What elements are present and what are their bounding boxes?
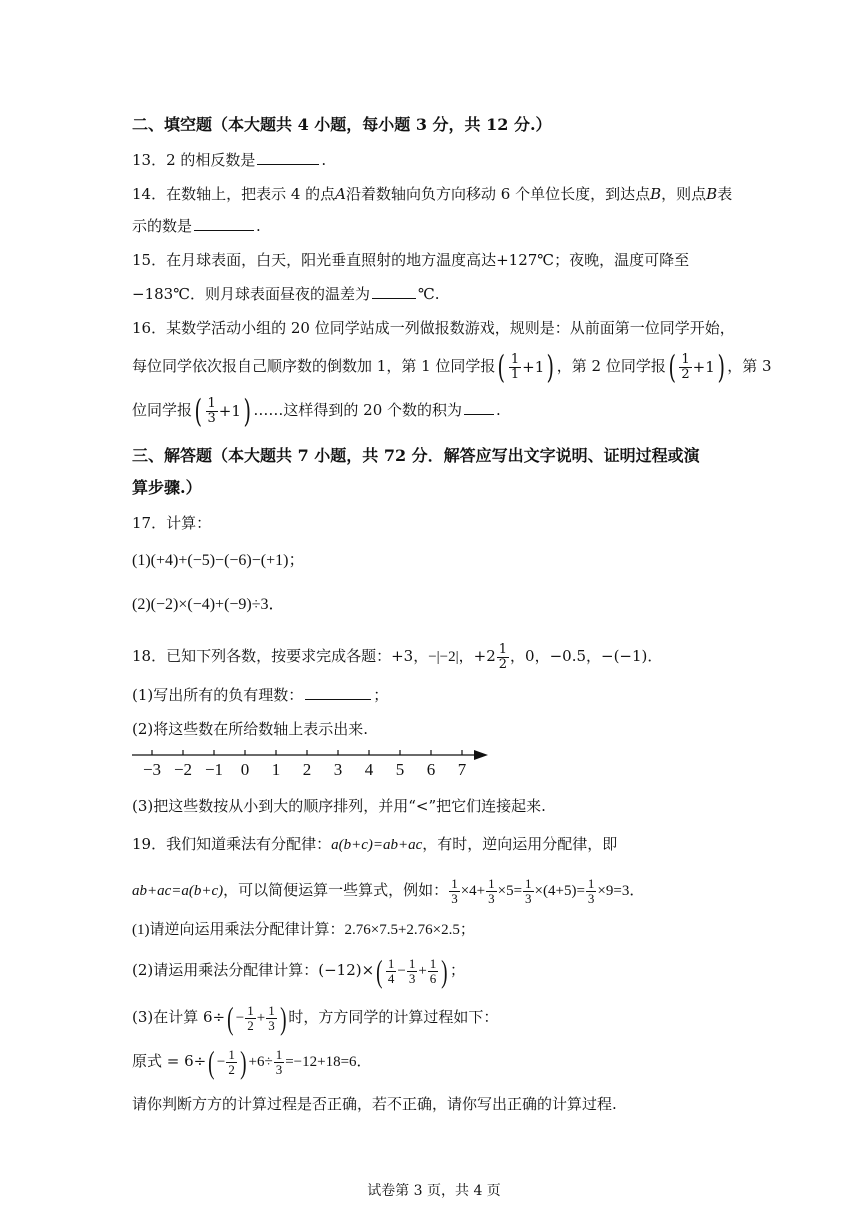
- q16-plus-one-3: +1: [218, 402, 241, 420]
- q19-ex-part-1: ×4+: [460, 883, 486, 899]
- question-14-line-1: [132, 184, 732, 204]
- question-16-line-2: 每位同学依次报自己顺序数的倒数加 1，第 1 位同学报 ( $\frac{1}{1}$ +1 ) ，第 2 位同学报 ( $\frac{1}{2}$ +1 ) ，第 3: [132, 348, 772, 386]
- q14-answer-blank[interactable]: [194, 216, 254, 231]
- q14-text-3: ，则点: [661, 185, 707, 203]
- q16-frac3-den: 3: [207, 410, 216, 426]
- q19-part-3-text-2: 时，方方同学的计算过程如下：: [288, 1008, 499, 1026]
- axis-label: 6: [426, 760, 436, 779]
- q19-part-4-text-1: 原式 = 6÷: [132, 1052, 207, 1070]
- q19-p4-frac1-num: 1: [228, 1046, 235, 1062]
- q14-period: .: [256, 217, 261, 235]
- q16-frac1-den: 1: [510, 366, 520, 382]
- q16-text-4: 位同学报: [132, 401, 193, 419]
- question-18-line-1: [132, 636, 662, 677]
- axis-label: 2: [302, 760, 312, 779]
- q16-frac2-den: 2: [681, 366, 690, 382]
- q16-plus-one-1: +1: [522, 358, 545, 376]
- q17-part-1: (1)(+4)+(−5)−(−6)−(+1)；: [132, 552, 305, 569]
- question-13: [132, 150, 326, 170]
- q18-mixed-den: 2: [498, 656, 508, 672]
- q19-ex-frac-den-3: 3: [525, 891, 532, 907]
- axis-label: 0: [240, 760, 250, 779]
- q18-answer-blank[interactable]: [305, 685, 371, 700]
- q19-p3-frac1-num: 1: [247, 1002, 254, 1018]
- q14-text-5: 示的数是: [132, 217, 193, 235]
- q16-frac1-num: 1: [510, 351, 520, 367]
- q17-title: 17．计算：: [132, 514, 212, 532]
- question-19-line-2: [132, 870, 644, 911]
- axis-label: 4: [364, 760, 374, 779]
- q19-text-3: ，可以简便运算一些算式，例如：: [223, 881, 449, 899]
- q18-text-1: 18．已知下列各数，按要求完成各题：+3，: [132, 647, 429, 665]
- q19-p4-frac2-num: 1: [275, 1046, 283, 1062]
- q19-ex-frac-den-2: 3: [488, 891, 495, 907]
- q19-p3-frac2-den: 3: [268, 1017, 275, 1033]
- axis-label: 5: [395, 760, 405, 779]
- q13-answer-blank[interactable]: [257, 150, 319, 165]
- q14-point-b-2: B: [706, 185, 718, 203]
- q19-ex-frac-num-4: 1: [587, 876, 595, 892]
- q14-text-4: 表: [717, 185, 733, 203]
- question-15-line-2: [132, 284, 440, 304]
- question-14-line-2: [132, 216, 261, 236]
- q18-text-2: ，+2: [458, 647, 496, 665]
- q19-distributive-law: a(b+c)=ab+ac: [331, 837, 423, 853]
- section-2-title: 二、填空题（本大题共 4 小题，每小题 3 分，共 12 分.）: [132, 115, 552, 134]
- q18-text-3: ，0，−0.5，−(−1)．: [510, 647, 663, 665]
- axis-arrow-icon: [474, 750, 488, 760]
- q19-ex-part-2: ×5=: [497, 883, 523, 899]
- q19-reverse-law: ab+ac=a(b+c): [132, 883, 224, 899]
- q19-p4-frac2-den: 3: [275, 1061, 283, 1077]
- q19-part-4: 原式 = 6÷ ( − $\frac{1}{2}$ ) +6÷ $\frac{1}{3}$ =−12+18=6．: [132, 1044, 372, 1080]
- q19-text-2: ，有时，逆向运用分配律，即: [422, 835, 618, 853]
- q16-frac3-num: 1: [207, 395, 216, 411]
- q18-semicolon: ；: [373, 686, 389, 704]
- q19-p2-frac2-num: 1: [408, 955, 416, 971]
- q15-unit: ℃.: [417, 285, 440, 303]
- section-3-title-line-1: 三、解答题（本大题共 7 小题，共 72 分．解答应写出文字说明、证明过程或演: [132, 446, 700, 465]
- q19-ex-frac-num-3: 1: [525, 876, 532, 892]
- q16-text-1: 每位同学依次报自己顺序数的倒数加 1，第 1 位同学报: [132, 357, 496, 375]
- q16-frac2-num: 1: [681, 351, 690, 367]
- q16-answer-blank[interactable]: [464, 400, 494, 415]
- q13-period: .: [321, 151, 327, 169]
- axis-label: 3: [333, 760, 343, 779]
- section-3-title-line-2: 算步骤.）: [132, 478, 202, 497]
- q16-period: .: [496, 401, 501, 419]
- q14-text-1: 14．在数轴上，把表示 4 的点: [132, 185, 336, 203]
- q19-p2-frac1-num: 1: [387, 955, 395, 971]
- q14-point-b: B: [650, 185, 662, 203]
- q19-ex-frac-num-2: 1: [488, 876, 495, 892]
- q17-part-2: (2)(−2)×(−4)+(−9)÷3．: [132, 596, 285, 613]
- q19-part-2: (2)请运用乘法分配律计算：(−12)× ( $\frac{1}{4}$ − $\frac{1}{3}$ + $\frac{1}{6}$ ) ；: [132, 953, 465, 989]
- q19-p2-frac3-den: 6: [429, 970, 437, 986]
- q19-ex-frac-num-1: 1: [451, 876, 458, 892]
- axis-label: 7: [457, 760, 467, 779]
- q13-text: 13．2 的相反数是: [132, 151, 256, 169]
- q19-p4-frac1-den: 2: [228, 1061, 235, 1077]
- q19-part-4-text-2: +6÷: [248, 1054, 273, 1070]
- q16-text-2: ，第 2 位同学报: [556, 357, 666, 375]
- q19-p2-semicolon: ；: [449, 961, 465, 979]
- q19-part-2-text: (2)请运用乘法分配律计算：(−12)×: [132, 961, 375, 979]
- q19-part-3-text-1: (3)在计算 6÷: [132, 1008, 226, 1026]
- axis-label: −2: [173, 760, 193, 779]
- q15-text: −183℃．则月球表面昼夜的温差为: [132, 285, 370, 303]
- q19-p2-frac3-num: 1: [429, 955, 437, 971]
- q19-p3-frac1-den: 2: [247, 1017, 254, 1033]
- question-19-line-1: [132, 834, 617, 855]
- q19-part-1: (1)请逆向运用乘法分配律计算：2.76×7.5+2.76×2.5；: [132, 922, 475, 938]
- q19-p3-frac2-num: 1: [268, 1002, 275, 1018]
- number-axis: [130, 745, 500, 781]
- axis-label: −3: [142, 760, 162, 779]
- q14-point-a: A: [335, 185, 347, 203]
- q19-p2-frac2-den: 3: [408, 970, 416, 986]
- q16-text-5: ……这样得到的 20 个数的积为: [253, 401, 463, 419]
- axis-label: 1: [271, 760, 281, 779]
- q19-p2-frac1-den: 4: [387, 970, 395, 986]
- q19-ex-part-4: ×9=3．: [597, 883, 645, 899]
- q15-answer-blank[interactable]: [372, 284, 416, 299]
- q19-part-4-text-3: =−12+18=6．: [285, 1054, 372, 1070]
- q18-abs-value: −|−2|: [428, 649, 459, 665]
- q18-part-1-text: (1)写出所有的负有理数：: [132, 686, 304, 704]
- q19-ex-frac-den-4: 3: [587, 891, 595, 907]
- q19-part-5: 请你判断方方的计算过程是否正确，若不正确，请你写出正确的计算过程.: [132, 1095, 617, 1113]
- question-16-line-3: 位同学报 ( $\frac{1}{3}$ +1 ) ……这样得到的 20 个数的积为 .: [132, 392, 501, 430]
- q19-text-1: 19．我们知道乘法有分配律：: [132, 835, 332, 853]
- q18-mixed-num: 1: [498, 641, 508, 657]
- q18-part-1: [132, 685, 388, 705]
- q18-part-2: (2)将这些数在所给数轴上表示出来.: [132, 720, 369, 738]
- q16-text-3: ，第 3: [727, 357, 772, 375]
- axis-ticks: [143, 750, 467, 779]
- q19-part-3: (3)在计算 6÷ ( − $\frac{1}{2}$ + $\frac{1}{3}$ ) 时，方方同学的计算过程如下：: [132, 1000, 499, 1036]
- axis-label: −1: [204, 760, 224, 779]
- question-16-line-1: 16．某数学活动小组的 20 位同学站成一列做报数游戏，规则是：从前面第一位同学开始，: [132, 319, 735, 337]
- q14-text-2: 沿着数轴向负方向移动 6 个单位长度，到达点: [346, 185, 651, 203]
- page-footer: 试卷第 3 页，共 4 页: [367, 1183, 501, 1199]
- q19-ex-frac-den-1: 3: [451, 891, 458, 907]
- q19-ex-part-3: ×(4+5)=: [534, 883, 585, 899]
- q18-part-3: (3)把这些数按从小到大的顺序排列，并用“<”把它们连接起来.: [132, 797, 546, 815]
- question-15-line-1: 15．在月球表面，白天，阳光垂直照射的地方温度高达+127℃；夜晚，温度可降至: [132, 251, 690, 269]
- q16-plus-one-2: +1: [692, 358, 715, 376]
